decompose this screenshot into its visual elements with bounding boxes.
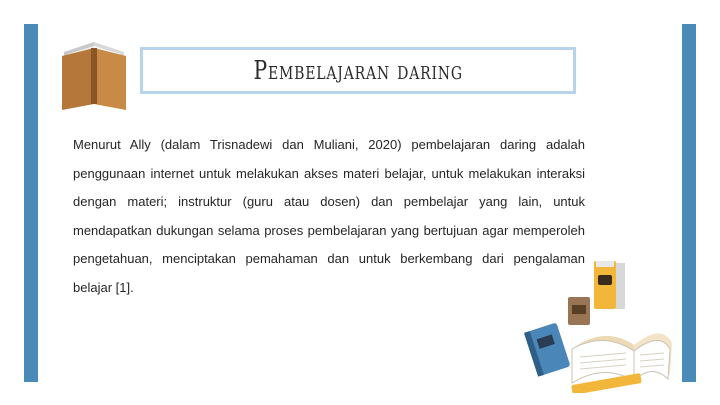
title-box [140,47,576,94]
right-accent-bar [682,24,696,382]
body-paragraph: Menurut Ally (dalam Trisnadewi dan Muliani, 2020) pembelajaran daring adalah penggunaan internet untuk melakukan akses materi belajar, untuk melakukan interaksi dengan materi; instruktur (guru atau dosen) dan pembelajar yang lain, untuk mendapatkan dukungan selama proses pembelajaran yang bertujuan agar memperoleh pengetahuan, menciptakan pemahaman dan untuk berkembang dari pengalaman belajar [1]. [73,137,585,295]
open-book-icon [58,38,130,110]
book-stack-illustration [512,253,682,393]
page-title: Pembelajaran daring [253,55,463,86]
left-accent-bar [24,24,38,382]
